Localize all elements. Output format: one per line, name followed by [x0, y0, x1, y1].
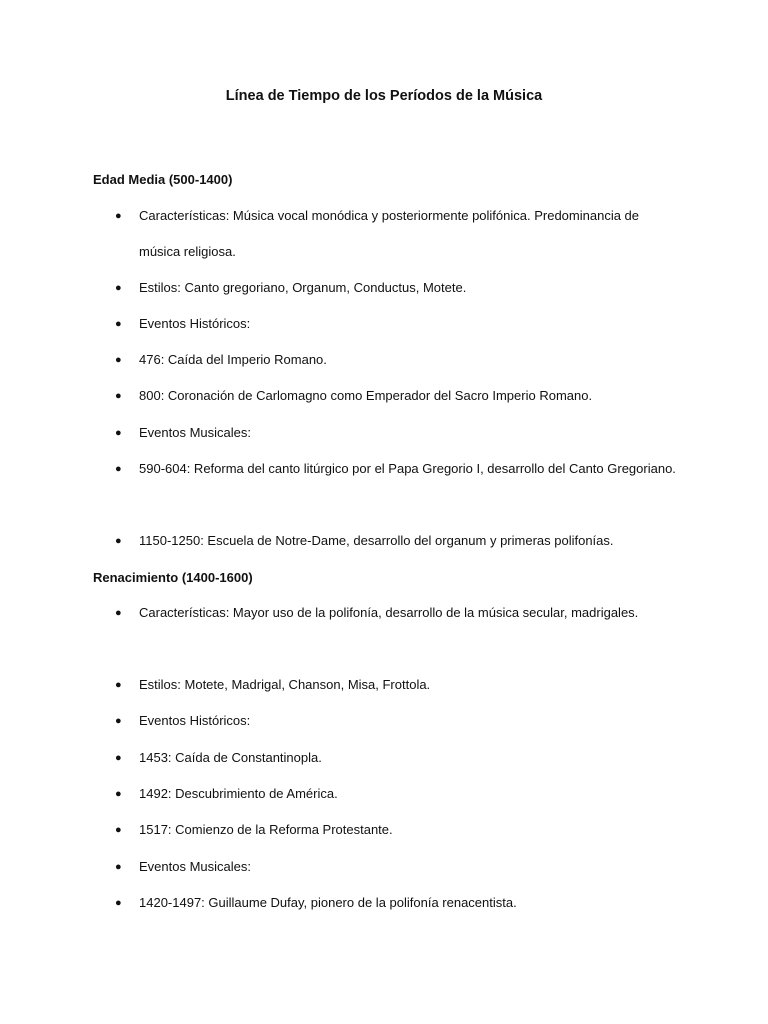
bullet-icon: ● — [115, 390, 122, 402]
bullet-icon: ● — [115, 715, 122, 727]
bullet-icon: ● — [115, 210, 122, 222]
list-item-text: Estilos: Canto gregoriano, Organum, Conductus, Motete. — [139, 280, 467, 295]
list-item — [115, 812, 679, 848]
list-item-text: Eventos Históricos: — [139, 316, 251, 331]
list-item-text: Eventos Musicales: — [139, 425, 251, 440]
section-heading-renacimiento: Renacimiento (1400-1600) — [93, 570, 253, 585]
bullet-icon: ● — [115, 318, 122, 330]
bullet-icon: ● — [115, 752, 122, 764]
bullet-icon: ● — [115, 354, 122, 366]
bullet-icon: ● — [115, 282, 122, 294]
list-item-text: Características: Música vocal monódica y posteriormente polifónica. Predominancia de música religiosa. — [139, 208, 640, 259]
bullet-icon: ● — [115, 463, 122, 475]
list-item-text: 1420-1497: Guillaume Dufay, pionero de la polifonía renacentista. — [139, 895, 517, 910]
list-item-text: 1517: Comienzo de la Reforma Protestante. — [139, 822, 393, 837]
bullet-icon: ● — [115, 535, 122, 547]
list-item-text: Características: Mayor uso de la polifonía, desarrollo de la música secular, madrigales. — [139, 605, 639, 620]
list-item — [115, 451, 679, 487]
list-item — [115, 523, 679, 559]
list-item-text: 800: Coronación de Carlomagno como Emperador del Sacro Imperio Romano. — [139, 388, 593, 403]
bullet-icon: ● — [115, 788, 122, 800]
list-item — [115, 198, 679, 270]
bullet-icon: ● — [115, 897, 122, 909]
list-item — [115, 740, 679, 776]
list-item — [115, 378, 679, 414]
bullet-icon: ● — [115, 679, 122, 691]
list-item-text: 1492: Descubrimiento de América. — [139, 786, 338, 801]
list-item — [115, 415, 679, 451]
list-item — [115, 342, 679, 378]
list-item-text: Eventos Históricos: — [139, 713, 251, 728]
bullet-icon: ● — [115, 861, 122, 873]
list-item — [115, 667, 679, 703]
list-item-text: 590-604: Reforma del canto litúrgico por el Papa Gregorio I, desarrollo del Canto Gregoriano. — [139, 461, 676, 476]
list-item-text: Eventos Musicales: — [139, 859, 251, 874]
section-heading-edad-media: Edad Media (500-1400) — [93, 172, 233, 187]
list-item — [115, 595, 679, 631]
list-item-text: Estilos: Motete, Madrigal, Chanson, Misa, Frottola. — [139, 677, 431, 692]
list-item — [115, 270, 679, 306]
list-item — [115, 849, 679, 885]
list-item — [115, 306, 679, 342]
bullet-icon: ● — [115, 427, 122, 439]
document-title: Línea de Tiempo de los Períodos de la Música — [225, 88, 543, 104]
list-item-text: 1453: Caída de Constantinopla. — [139, 750, 322, 765]
bullet-icon: ● — [115, 607, 122, 619]
bullet-icon: ● — [115, 824, 122, 836]
list-item — [115, 776, 679, 812]
list-item-text: 476: Caída del Imperio Romano. — [139, 352, 327, 367]
list-item — [115, 703, 679, 739]
list-item — [115, 885, 679, 921]
list-item-text: 1150-1250: Escuela de Notre-Dame, desarrollo del organum y primeras polifonías. — [139, 533, 614, 548]
